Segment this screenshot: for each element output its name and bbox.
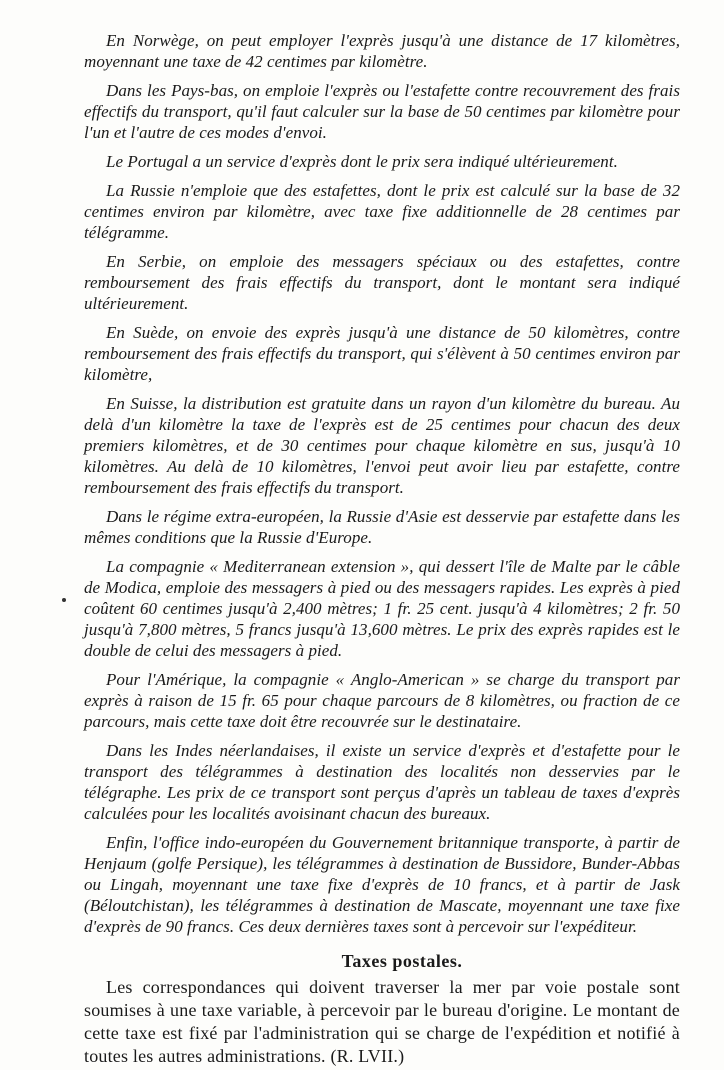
paragraph-switzerland: En Suisse, la distribution est gratuite dans un rayon d'un kilomètre du bureau. Au delà d'un kilomètre la taxe de l'exprès est de 25 centimes pour chacun des deux premiers kilomètres, et de 30 centimes pour chaque kilomètre en sus, jusqu'à 10 kilomètres. Au delà de 10 kilomètres, l'envoi peut avoir lieu par estafette, contre remboursement des frais effectifs du transport. — [84, 394, 680, 497]
paragraph-indo-european: Enfin, l'office indo-européen du Gouvernement britannique transporte, à partir de Henjaum (golfe Persique), les télégrammes à destination de Bussidore, Bunder-Abbas ou Lingah, moyennant une taxe fixe d'exprès de 10 francs, et à partir de Jask (Béloutchistan), les télégrammes à destination de Mascate, moyennant une taxe fixe d'exprès de 90 francs. Ces deux dernières taxes sont à percevoir sur l'expéditeur. — [84, 833, 680, 936]
section-heading: Taxes postales. — [341, 951, 463, 971]
paragraph-norway: En Norwège, on peut employer l'exprès jusqu'à une distance de 17 kilomètres, moyennant une taxe de 42 centimes par kilomètre. — [84, 31, 680, 71]
paragraph-serbia: En Serbie, on emploie des messagers spéciaux ou des estafettes, contre remboursement des frais effectifs du transport, dont le montant sera indiqué ultérieurement. — [84, 252, 680, 313]
paragraph-malta: La compagnie « Mediterranean extension », qui dessert l'île de Malte par le câble de Modica, emploie des messagers à pied ou des messagers rapides. Les exprès à pied coûtent 60 centimes jusqu'à 2,400 mètres; 1 fr. 25 cent. jusqu'à 4 kilomètres; 2 fr. 50 jusqu'à 7,800 mètres, 5 francs jusqu'à 13,600 mètres. Le prix des exprès rapides est le double de celui des messagers à pied. — [84, 557, 680, 660]
paragraph-america: Pour l'Amérique, la compagnie « Anglo-American » se charge du transport par exprès à raison de 15 fr. 65 pour chaque parcours de 8 kilomètres, ou fraction de ce parcours, mais cette taxe doit être recouvrée sur le destinataire. — [84, 670, 680, 731]
paragraph-russia: La Russie n'emploie que des estafettes, dont le prix est calculé sur la base de 32 centimes environ par kilomètre, avec taxe fixe additionnelle de 28 centimes par télégramme. — [84, 181, 680, 242]
margin-mark — [62, 598, 66, 602]
paragraph-netherlands: Dans les Pays-bas, on emploie l'exprès ou l'estafette contre recouvrement des frais effectifs du transport, qu'il faut calculer sur la base de 50 centimes par kilomètre pour l'un et l'autre de ces modes d'envoi. — [84, 81, 680, 142]
paragraph-portugal: Le Portugal a un service d'exprès dont le prix sera indiqué ultérieurement. — [106, 152, 618, 171]
paragraph-sweden: En Suède, on envoie des exprès jusqu'à une distance de 50 kilomètres, contre remboursement des frais effectifs du transport, qui s'élèvent à 50 centimes environ par kilomètre, — [84, 323, 680, 384]
paragraph-russia-asia: Dans le régime extra-européen, la Russie d'Asie est desservie par estafette dans les mêmes conditions que la Russie d'Europe. — [84, 507, 680, 547]
paragraph-postal-taxes: Les correspondances qui doivent traverser la mer par voie postale sont soumises à une taxe variable, à percevoir par le bureau d'origine. Le montant de cette taxe est fixé par l'administration qui se charge de l'expédition et notifié à toutes les autres administrations. (R. LVII.) — [84, 977, 680, 1066]
paragraph-dutch-indies: Dans les Indes néerlandaises, il existe un service d'exprès et d'estafette pour le transport des télégrammes à destination des localités non desservies par le télégraphe. Les prix de ce transport sont perçus d'après un tableau de taxes d'exprès calculées pour les localités avoisinant chacun des bureaux. — [84, 741, 680, 823]
